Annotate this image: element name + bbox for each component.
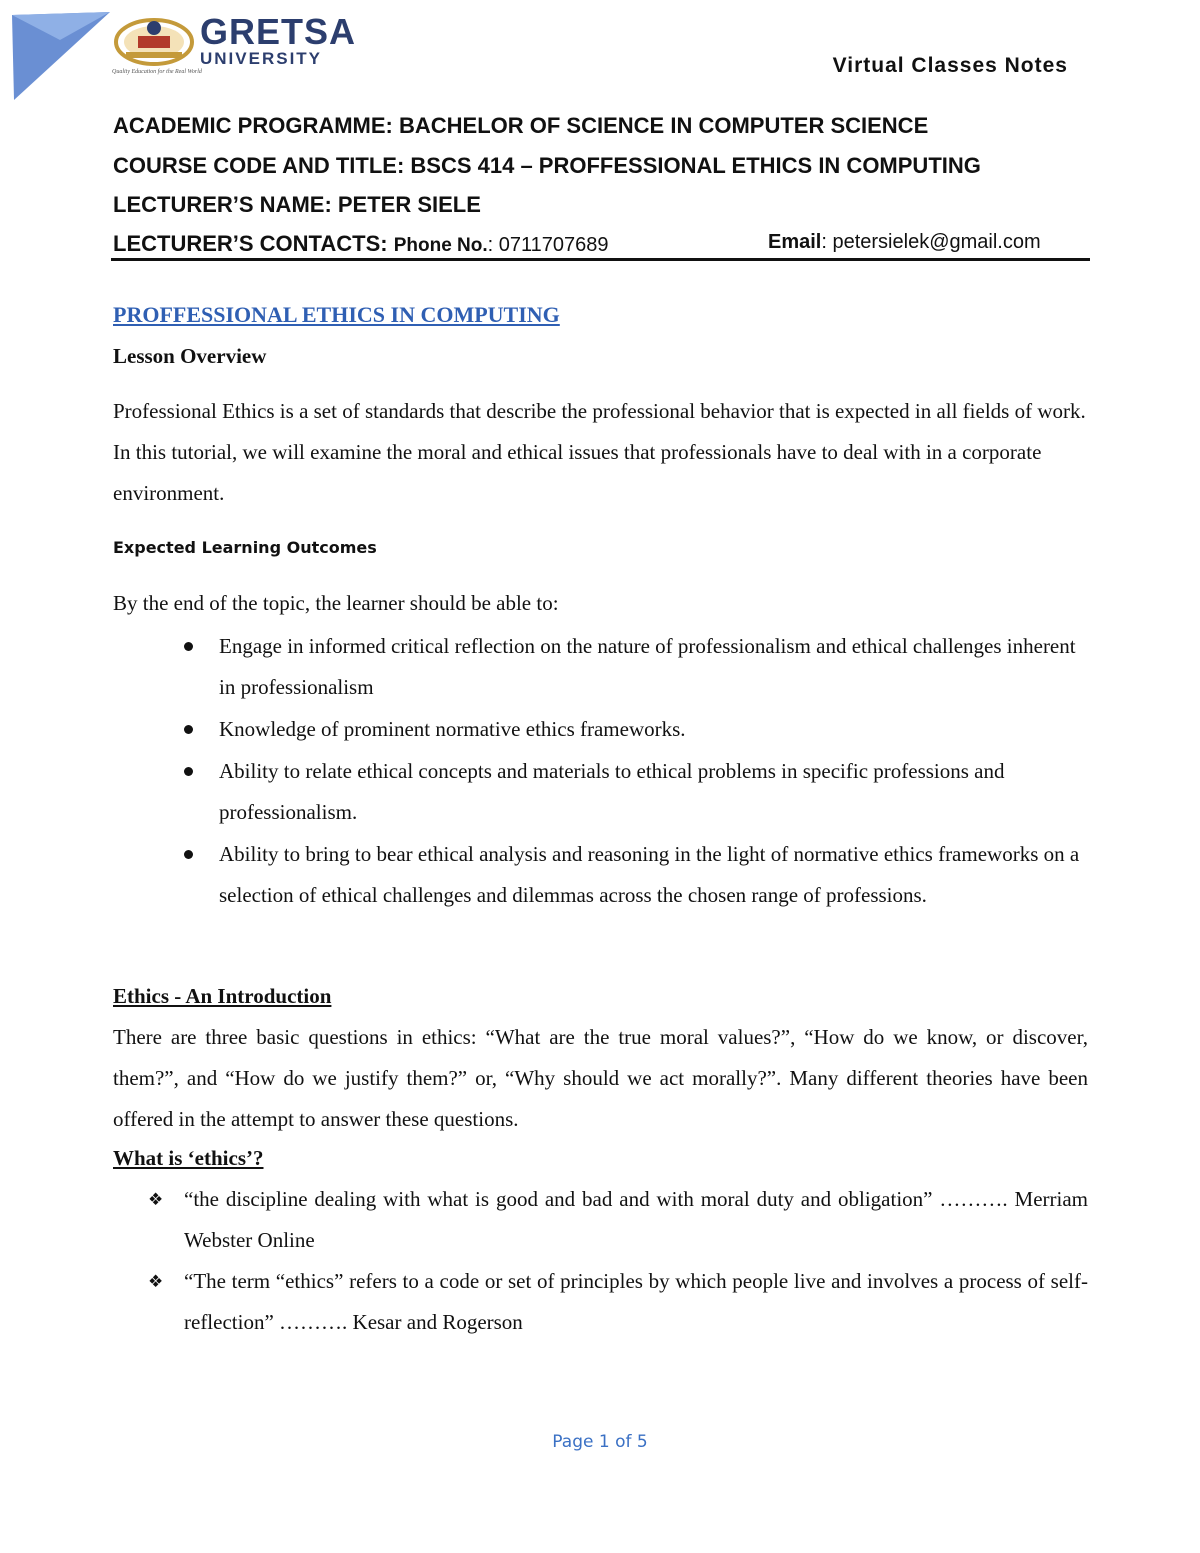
logo-name-line2: UNIVERSITY	[200, 49, 323, 68]
list-item	[150, 834, 1090, 916]
list-item-text: “The term “ethics” refers to a code or set of principles by which people live and involves a process of self-reflection” ………. Kesar and Rogerson	[184, 1269, 1088, 1334]
intro-heading: Ethics - An Introduction	[113, 984, 332, 1008]
outcomes-list	[150, 626, 1090, 917]
intro-paragraph: There are three basic questions in ethics: “What are the true moral values?”, “How do we know, or discover, them?”, and “How do we justify them?” or, “Why should we act morally?”. Many different theories have been offered in the attempt to answer these questions.	[113, 1025, 1088, 1131]
list-item-text: Knowledge of prominent normative ethics frameworks.	[219, 717, 686, 741]
header-divider	[111, 258, 1090, 261]
lesson-overview-heading: Lesson Overview	[113, 344, 267, 368]
list-item	[150, 626, 1090, 708]
page-number: Page 1 of 5	[552, 1432, 648, 1452]
contacts-label: LECTURER’S CONTACTS:	[113, 231, 394, 256]
list-item-text: “the discipline dealing with what is good and bad and with moral duty and obligation” ………. Merriam Webster Online	[184, 1187, 1088, 1252]
phone-label: Phone No.	[393, 235, 488, 256]
corner-decoration	[0, 0, 120, 110]
academic-programme: ACADEMIC PROGRAMME: BACHELOR OF SCIENCE IN COMPUTER SCIENCE	[113, 113, 929, 138]
list-item-text: Ability to bring to bear ethical analysis and reasoning in the light of normative ethics frameworks on a selection of ethical challenges and dilemmas across the chosen range of professions.	[219, 842, 1080, 907]
list-item	[148, 1261, 1088, 1343]
course-code-title: COURSE CODE AND TITLE: BSCS 414 – PROFFESSIONAL ETHICS IN COMPUTING	[113, 153, 981, 178]
list-item	[150, 709, 1090, 750]
what-is-ethics-heading: What is ‘ethics’?	[113, 1146, 264, 1170]
phone-value: : 0711707689	[487, 234, 609, 256]
definitions-list	[148, 1179, 1088, 1343]
outcomes-intro: By the end of the topic, the learner should be able to:	[113, 591, 559, 615]
logo-name-line1: GRETSA	[200, 11, 357, 52]
bullet-icon	[184, 767, 193, 776]
bullet-icon	[184, 725, 193, 734]
email-contact	[768, 231, 1041, 254]
bullet-icon	[184, 642, 193, 651]
lecturer-name: LECTURER’S NAME: PETER SIELE	[113, 192, 481, 217]
lecturer-contacts	[113, 231, 609, 257]
document-label: Virtual Classes Notes	[832, 54, 1068, 77]
overview-paragraph: Professional Ethics is a set of standards that describe the professional behavior that is expected in all fields of work. In this tutorial, we will examine the moral and ethical issues that professionals have to deal with in a corporate environment.	[113, 399, 1086, 505]
email-label: Email	[768, 231, 822, 253]
list-item-text: Engage in informed critical reflection on the nature of professionalism and ethical challenges inherent in professionalism	[219, 634, 1076, 699]
crest-icon	[112, 12, 196, 70]
list-item	[150, 751, 1090, 833]
diamond-bullet-icon: ❖	[148, 1190, 164, 1209]
email-value: : petersielek@gmail.com	[821, 231, 1041, 253]
logo-tagline: Quality Education for the Real World	[112, 69, 202, 75]
diamond-bullet-icon: ❖	[148, 1272, 164, 1291]
list-item	[148, 1179, 1088, 1261]
university-logo	[112, 12, 372, 74]
outcomes-heading: Expected Learning Outcomes	[113, 538, 377, 557]
list-item-text: Ability to relate ethical concepts and materials to ethical problems in specific professions and professionalism.	[219, 759, 1005, 824]
bullet-icon	[184, 850, 193, 859]
document-title[interactable]: PROFFESSIONAL ETHICS IN COMPUTING	[113, 302, 560, 327]
